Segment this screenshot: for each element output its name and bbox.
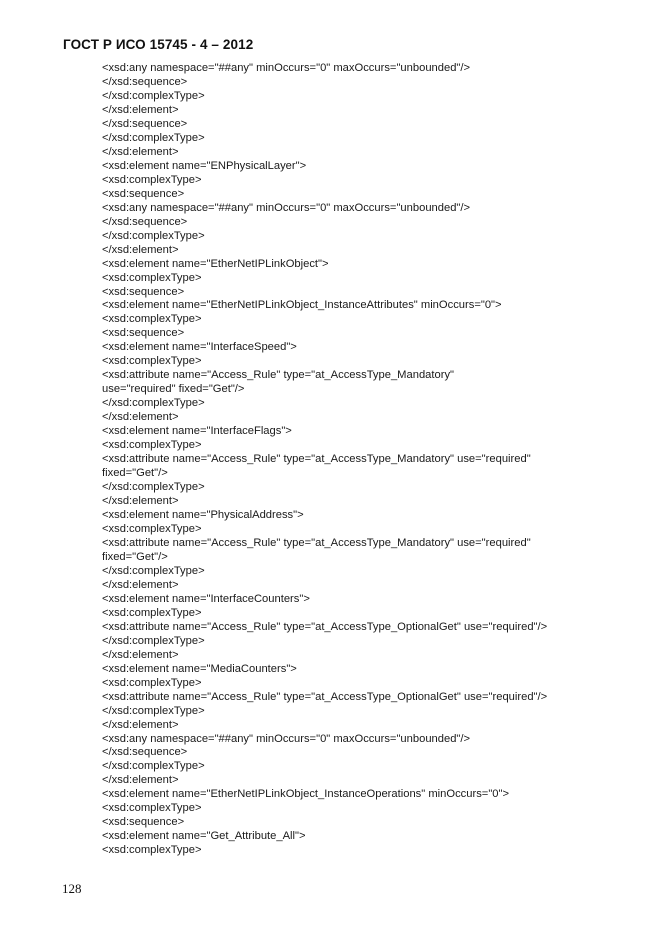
code-line: <xsd:element name="EtherNetIPLinkObject_InstanceAttributes" minOccurs="0"> (102, 299, 502, 312)
code-line: </xsd:element> (102, 718, 179, 731)
code-line: </xsd:element> (102, 411, 179, 424)
document-header: ГОСТ Р ИСО 15745 - 4 – 2012 (63, 37, 254, 52)
code-line: <xsd:attribute name="Access_Rule" type="at_AccessType_Mandatory" use="required" (102, 536, 531, 549)
code-line: <xsd:element name="InterfaceFlags"> (102, 425, 292, 438)
xsd-code-listing (102, 62, 547, 858)
code-line: </xsd:element> (102, 578, 179, 591)
code-line: </xsd:element> (102, 774, 179, 787)
code-line: </xsd:complexType> (102, 89, 205, 102)
code-line: </xsd:element> (102, 145, 179, 158)
code-line: </xsd:sequence> (102, 75, 188, 88)
code-line: </xsd:element> (102, 495, 179, 508)
code-line: fixed="Get"/> (102, 550, 168, 563)
code-line: <xsd:complexType> (102, 173, 202, 186)
code-line: <xsd:attribute name="Access_Rule" type="at_AccessType_Mandatory" (102, 369, 455, 382)
code-line: </xsd:complexType> (102, 760, 205, 773)
code-line: <xsd:element name="ENPhysicalLayer"> (102, 159, 307, 172)
code-line: <xsd:element name="Get_Attribute_All"> (102, 830, 306, 843)
code-line: </xsd:complexType> (102, 704, 205, 717)
code-line: </xsd:complexType> (102, 229, 205, 242)
code-line: </xsd:complexType> (102, 131, 205, 144)
code-line: <xsd:element name="InterfaceSpeed"> (102, 341, 297, 354)
code-line: <xsd:complexType> (102, 355, 202, 368)
code-line: <xsd:element name="PhysicalAddress"> (102, 509, 304, 521)
code-line: </xsd:element> (102, 648, 179, 661)
code-line: <xsd:element name="EtherNetIPLinkObject"> (102, 257, 329, 270)
code-line: <xsd:any namespace="##any" minOccurs="0" maxOccurs="unbounded"/> (102, 732, 471, 745)
code-line: <xsd:element name="EtherNetIPLinkObject_InstanceOperations" minOccurs="0"> (102, 788, 510, 801)
code-line: <xsd:sequence> (102, 327, 185, 340)
code-line: <xsd:complexType> (102, 802, 202, 815)
code-line: </xsd:complexType> (102, 481, 205, 494)
code-line: fixed="Get"/> (102, 467, 168, 480)
code-line: </xsd:sequence> (102, 117, 188, 130)
page-number: 128 (62, 881, 82, 896)
code-line: </xsd:complexType> (102, 397, 205, 410)
code-line: <xsd:element name="MediaCounters"> (102, 662, 297, 675)
code-line: </xsd:element> (102, 103, 179, 116)
code-line: <xsd:element name="InterfaceCounters"> (102, 592, 310, 605)
code-line: <xsd:complexType> (102, 844, 202, 857)
code-line: <xsd:complexType> (102, 676, 202, 689)
code-line: <xsd:any namespace="##any" minOccurs="0" maxOccurs="unbounded"/> (102, 62, 471, 74)
code-line: <xsd:attribute name="Access_Rule" type="at_AccessType_OptionalGet" use="required"/> (102, 620, 548, 633)
code-line: use="required" fixed="Get"/> (102, 383, 245, 396)
code-line: </xsd:complexType> (102, 634, 205, 647)
code-line: <xsd:attribute name="Access_Rule" type="at_AccessType_Mandatory" use="required" (102, 453, 531, 466)
code-line: <xsd:complexType> (102, 439, 202, 452)
code-line: <xsd:any namespace="##any" minOccurs="0" maxOccurs="unbounded"/> (102, 201, 471, 214)
code-line: <xsd:complexType> (102, 313, 202, 326)
code-line: <xsd:complexType> (102, 606, 202, 619)
code-line: <xsd:complexType> (102, 271, 202, 284)
code-line: <xsd:attribute name="Access_Rule" type="at_AccessType_OptionalGet" use="required"/> (102, 690, 548, 703)
code-line: </xsd:sequence> (102, 746, 188, 759)
code-line: <xsd:sequence> (102, 187, 185, 200)
code-line: <xsd:sequence> (102, 285, 185, 298)
code-line: <xsd:complexType> (102, 522, 202, 535)
code-line: </xsd:complexType> (102, 564, 205, 577)
code-line: </xsd:element> (102, 243, 179, 256)
code-line: <xsd:sequence> (102, 816, 185, 829)
code-line: </xsd:sequence> (102, 215, 188, 228)
